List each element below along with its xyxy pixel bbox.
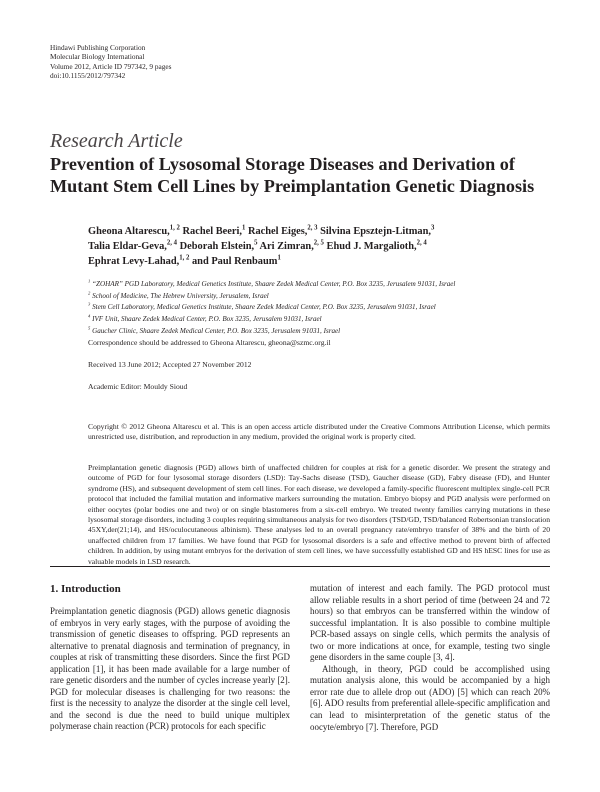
body-column-right <box>310 583 550 733</box>
author-affiliation-marker: 1 <box>241 224 246 232</box>
author-line <box>88 225 550 240</box>
article-type: Research Article <box>50 130 183 152</box>
author-name: Talia Eldar-Geva, <box>88 240 167 252</box>
body-paragraph: mutation of interest and each family. The PGD protocol must allow reliable results in a short period of time (between 24 and 72 hours) so that embryos can be transferred within the window of successful implantation. It is also possible to combine multiple PCR-based assays on single cells, which permits the analysis of two or more indications at once, for example, testing two single gene disorders in the same couple [3, 4]. <box>310 583 550 663</box>
copyright-notice: Copyright © 2012 Gheona Altarescu et al. This is an open access article distributed under the Creative Commons Attribution License, which permits unrestricted use, distribution, and reproduction in any medium, provided the original work is properly cited. <box>88 422 550 442</box>
journal-header <box>50 43 171 81</box>
affiliation-number: 3 <box>88 302 91 308</box>
received-accepted-dates: Received 13 June 2012; Accepted 27 November 2012 <box>88 360 252 369</box>
publisher-name: Hindawi Publishing Corporation <box>50 43 146 52</box>
affiliation-number: 5 <box>88 325 91 331</box>
body-paragraph: Although, in theory, PGD could be accomplished using mutation analysis alone, this would be accompanied by a high error rate due to allele drop out (ADO) [5] which can reach 20% [6]. ADO results from preferential allele-specific amplification and can lead to misinterpretation of the genetic status of the oocyte/embryo [7]. Therefore, PGD <box>310 663 550 732</box>
affiliation <box>88 326 550 338</box>
affiliation <box>88 314 550 326</box>
author-affiliation-marker: 3 <box>430 224 435 232</box>
author-name: Silvina Epsztejn-Litman, <box>320 226 431 237</box>
author-affiliation-marker: 5 <box>254 239 258 247</box>
author-line <box>88 240 550 255</box>
author-affiliation-marker: 1 <box>277 254 281 262</box>
section-divider <box>50 566 550 567</box>
author-name: Ari Zimran, <box>259 240 314 252</box>
volume-info: Volume 2012, Article ID 797342, 9 pages <box>50 61 172 71</box>
author-line <box>88 255 550 270</box>
author-name: Rachel Beeri, <box>182 226 242 237</box>
author-name: Ehud J. Margalioth, <box>326 240 417 252</box>
doi: doi:10.1155/2012/797342 <box>50 71 126 81</box>
body-paragraph: Preimplantation genetic diagnosis (PGD) allows genetic diagnosis of embryos in very early stages, with the purpose of avoiding the transmission of genetic diseases to offspring. PGD represents an alternative to prenatal diagnosis and termination of pregnancy, in couples at risk of transmitting these disorders. Since the first PGD application [1], it has been made available for a large number of rare genetic disorders and the number of cycles increase yearly [2]. PGD for molecular diseases is challenging for two reasons: the first is the necessity to analyze the disorder at the single cell level, and the second is due the need to build unique multiplex polymerase chain reaction (PCR) protocols for each specific <box>50 606 290 732</box>
title-line: Prevention of Lysosomal Storage Diseases and Derivation of <box>50 154 515 174</box>
body-column-left <box>50 606 290 733</box>
abstract: Preimplantation genetic diagnosis (PGD) allows birth of unaffected children for couples at risk for a genetic disorder. We present the strategy and outcome of PGD for four lysosomal storage disorders (LSD): Tay-Sachs disease (TSD), Gaucher disease (GD), Fabry disease (FD), and Hunter syndrome (HS), and subsequent development of stem cell lines. For each disease, we developed a family-specific fluorescent multiplex single-cell PCR protocol that included the familial mutation and informative markers surrounding the mutation. Embryo biopsy and PGD analysis were performed on either oocytes (polar bodies one and two) or on single blastomeres from a six-cell embryo. We treated twenty families carrying mutations in these lysosomal storage disorders, including 3 couples requiring simultaneous analysis for two disorders (TSD/GD, TSD/balanced Robertsonian translocation 45XY,der(21;14), and HS/oculocutaneous albinism). These analyses led to an overall pregnancy rate/embryo transfer of 38% and the birth of 20 unaffected children from 17 families. We have found that PGD for lysosomal disorders is a safe and effective method to prevent birth of affected children. In addition, by using mutant embryos for the derivation of stem cell lines, we have successfully established GD and HS hESC lines for use as valuable models in LSD research. <box>88 463 550 566</box>
affiliation <box>88 279 550 291</box>
author-affiliation-marker: 1, 2 <box>179 254 190 262</box>
author-name: and Paul Renbaum <box>191 255 278 267</box>
academic-editor: Academic Editor: Mouldy Sioud <box>88 382 188 391</box>
affiliation-number: 2 <box>88 290 91 296</box>
title-line: Mutant Stem Cell Lines by Preimplantation Genetic Diagnosis <box>50 175 535 196</box>
author-name: Ephrat Levy-Lahad, <box>88 255 180 267</box>
correspondence-note: Correspondence should be addressed to Gheona Altarescu, gheona@szmc.org.il <box>88 338 331 347</box>
author-affiliation-marker: 2, 4 <box>416 239 427 247</box>
author-affiliation-marker: 2, 5 <box>313 239 324 247</box>
journal-name: Molecular Biology International <box>50 52 145 62</box>
affiliation-list <box>88 279 550 338</box>
author-name: Rachel Eiges, <box>247 226 308 237</box>
author-affiliation-marker: 1, 2 <box>169 224 180 232</box>
author-list <box>88 225 550 269</box>
affiliation-text: Gaucher Clinic, Shaare Zedek Medical Center, P.O. Box 3235, Jerusalem 91031, Israel <box>92 326 341 335</box>
author-affiliation-marker: 2, 3 <box>307 224 318 232</box>
affiliation <box>88 291 550 303</box>
affiliation-number: 1 <box>88 278 91 284</box>
affiliation-text: Stem Cell Laboratory, Medical Genetics Institute, Shaare Zedek Medical Center, P.O. Box 3235, Jerusalem 91031, Israel <box>92 303 436 312</box>
article-title <box>50 154 550 197</box>
affiliation-number: 4 <box>88 313 91 319</box>
affiliation-text: IVF Unit, Shaare Zedek Medical Center, P.O. Box 3235, Jerusalem 91031, Israel <box>92 315 322 324</box>
affiliation-text: “ZOHAR” PGD Laboratory, Medical Genetics Institute, Shaare Zedek Medical Center, P.O. Box 3235, Jerusalem 91031, Israel <box>92 280 456 288</box>
author-name: Deborah Elstein, <box>179 240 255 252</box>
affiliation <box>88 302 550 314</box>
author-name: Gheona Altarescu, <box>88 226 170 237</box>
affiliation-text: School of Medicine, The Hebrew University, Jerusalem, Israel <box>92 291 269 300</box>
author-affiliation-marker: 2, 4 <box>166 239 178 247</box>
section-heading: 1. Introduction <box>50 583 121 595</box>
